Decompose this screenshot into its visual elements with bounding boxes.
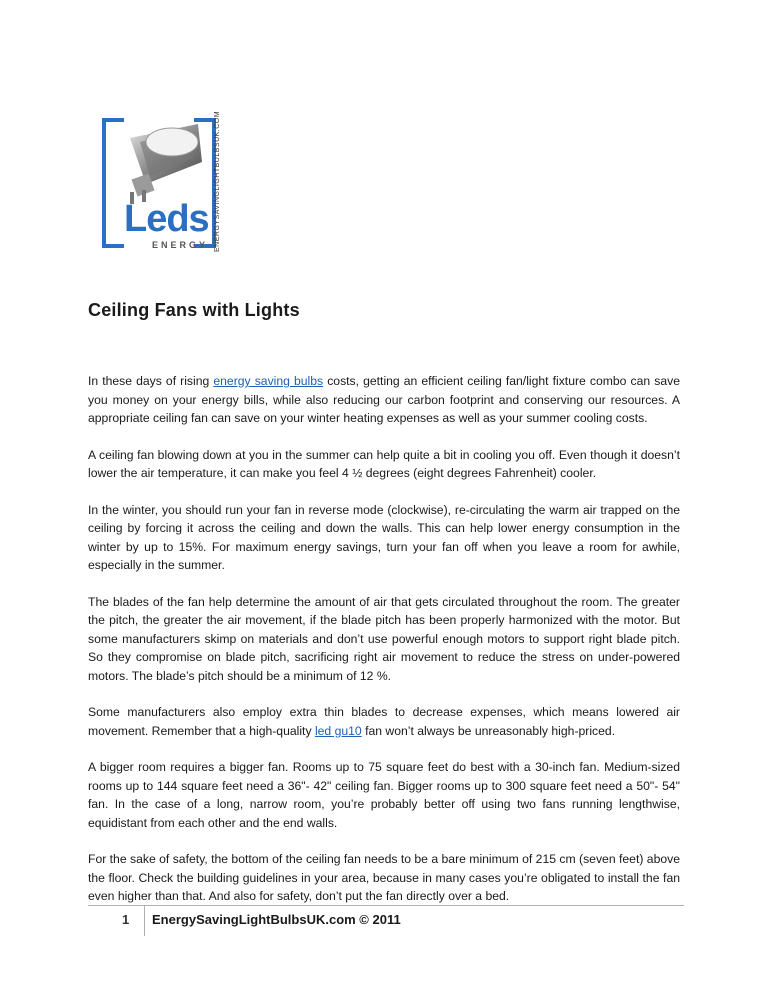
led-bulb-icon xyxy=(110,118,210,210)
brand-logo xyxy=(96,112,226,257)
page-number: 1 xyxy=(122,912,130,927)
logo-sub-text: ENERGY xyxy=(152,240,209,250)
article-body xyxy=(88,372,680,924)
paragraph-4: The blades of the fan help determine the amount of air that gets circulated throughout the room. The greater the pitch, the greater the air movement, if the blade pitch has been properly harmonized with the motor. But some manufacturers skimp on materials and don’t use powerful enough motors to support right blade pitch. So they compromise on blade pitch, sacrificing right air movement to reduce the stress on under-powered motors. The blade’s pitch should be a minimum of 12 %. xyxy=(88,594,680,683)
footer-text: EnergySavingLightBulbsUK.com © 2011 xyxy=(152,912,401,927)
paragraph-text: In these days of rising xyxy=(88,374,214,388)
energy-saving-bulbs-link[interactable]: energy saving bulbs xyxy=(213,374,324,388)
paragraph-7: For the sake of safety, the bottom of the ceiling fan needs to be a bare minimum of 215 cm (seven feet) above the floor. Check the building guidelines in your area, because in many cases you’re obligated to install the fan even higher than that. And also for safety, don’t put the fan directly over a bed. xyxy=(88,852,680,903)
led-gu10-link[interactable]: led gu10 xyxy=(314,723,362,738)
paragraph-6: A bigger room requires a bigger fan. Rooms up to 75 square feet do best with a 30-inch fan. Medium-sized rooms up to 144 square feet need a 36"- 42" ceiling fan. Bigger rooms up to 300 square feet need a 50"- 54" fan. In the case of a long, narrow room, you’re probably better off using two fans running lengthwise, equidistant from each other and the end walls. xyxy=(88,760,680,830)
paragraph-2: A ceiling fan blowing down at you in the summer can help quite a bit in cooling you off. Even though it doesn’t lower the air temperature, it can make you feel 4 ½ degrees (eight degrees Fahrenheit) cooler. xyxy=(88,447,680,480)
footer-divider xyxy=(88,905,684,906)
paragraph-text: fan won’t always be unreasonably high-priced. xyxy=(361,723,616,738)
logo-vertical-text: ENERGYSAVINGLIGHTBULBSUK.COM xyxy=(214,110,221,252)
footer-page-box xyxy=(88,906,145,936)
paragraph-3: In the winter, you should run your fan in reverse mode (clockwise), re-circulating the warm air trapped on the ceiling by forcing it across the ceiling and down the walls. This can help lower energy consumption in the winter by up to 15%. For maximum energy savings, turn your fan off when you leave a room for awhile, especially in the summer. xyxy=(88,502,680,572)
paragraph-text: Some manufacturers also employ extra thin blades to decrease expenses, which means lowered air movement. Remember that a high-quality xyxy=(88,705,680,738)
paragraph-5 xyxy=(88,703,680,740)
logo-brand-text: Leds xyxy=(124,198,209,240)
page-title: Ceiling Fans with Lights xyxy=(88,300,300,320)
paragraph-text: costs, getting an efficient ceiling fan/light fixture combo can save you money on your energy bills, while also reducing our carbon footprint and conserving our resources. A appropriate ceiling fan can save on your winter heating expenses as well as your summer cooling costs. xyxy=(88,374,680,425)
paragraph-1 xyxy=(88,372,680,428)
